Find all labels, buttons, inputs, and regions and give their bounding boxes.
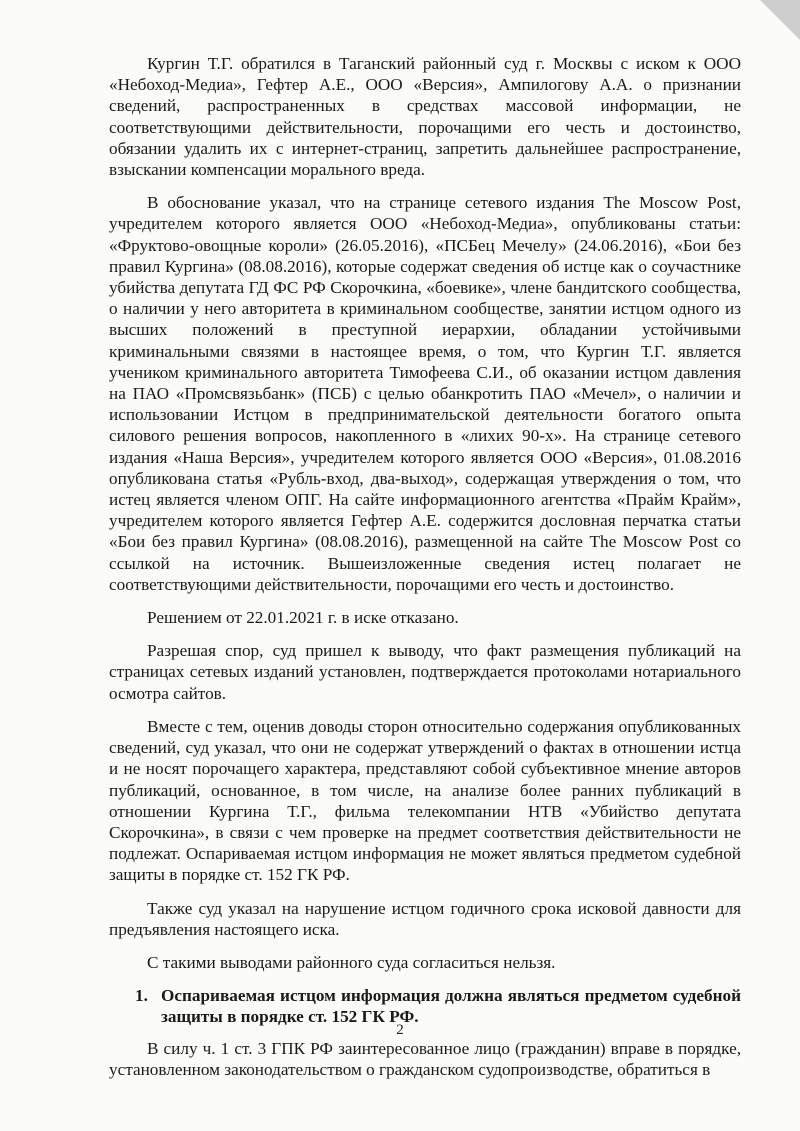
paragraph-claim: Кургин Т.Г. обратился в Таганский районный суд г. Москвы с иском к ООО «Небоход-Медиа», Гефтер А.Е., ООО «Версия», Ампилогову А.А. о признании сведений, распространенных в средствах массовой информации, не соответствующими действительности, порочащими его честь и достоинство, обязании удалить их с интернет-страниц, запретить дальнейшее распространение, взыскании компенсации морального вреда. <box>109 54 741 180</box>
paragraph-limitation: Также суд указал на нарушение истцом годичного срока исковой давности для предъявления настоящего иска. <box>109 898 741 939</box>
paragraph-court-conclusion: Разрешая спор, суд пришел к выводу, что факт размещения публикаций на страницах сетевых изданий установлен, подтверждается протоколами нотариального осмотра сайтов. <box>109 641 741 703</box>
paragraph-court-assessment: Вместе с тем, оценив доводы сторон относительно содержания опубликованных сведений, суд указал, что они не содержат утверждений о фактах в отношении истца и не носят порочащего характера, представляют собой субъективное мнение авторов публикаций, основанное, в том числе, на анализе более ранних публикаций в отношении Кургина Т.Г., фильма телекомпании НТВ «Убийство депутата Скорочкина», в связи с чем проверке на предмет соответствия действительности не подлежат. Оспариваемая истцом информация не может являться предметом судебной защиты в порядке ст. 152 ГК РФ. <box>109 716 741 885</box>
paragraph-grounds: В обоснование указал, что на странице сетевого издания The Moscow Post, учредителем которого является ООО «Небоход-Медиа», опубликованы статьи: «Фруктово-овощные короли» (26.05.2016), «ПСБец Мечелу» (24.06.2016), «Бои без правил Кургина» (08.08.2016), которые содержат сведения об истце как о соучастнике убийства депутата ГД ФС РФ Скорочкина, «боевике», члене бандитского сообщества, о наличии у него авторитета в криминальном сообществе, занятии истцом одного из высших положений в преступной иерархии, обладании устойчивыми криминальными связями в настоящее время, о том, что Кургин Т.Г. является учеником криминального авторитета Тимофеева С.И., об оказании истцом давления на ПАО «Промсвязьбанк» (ПСБ) с целью обанкротить ПАО «Мечел», о наличии и использовании Истцом в предпринимательской деятельности богатого опыта силового решения вопросов, накопленного в «лихих 90-х». На странице сетевого издания «Наша Версия», учредителем которого является ООО «Версия», 01.08.2016 опубликована статья «Рубль-вход, два-выход», содержащая утверждения о том, что истец является членом ОПГ. На сайте информационного агентства «Прайм Крайм», учредителем которого является Гефтер А.Е. содержится дословная перчатка статьи «Бои без правил Кургина» (08.08.2016), размещенной на сайте The Moscow Post со ссылкой на источник. Вышеизложенные сведения истец полагает не соответствующими действительности, порочащими его честь и достоинство. <box>109 193 741 594</box>
paragraph-legal-basis: В силу ч. 1 ст. 3 ГПК РФ заинтересованное лицо (гражданин) вправе в порядке, установленном законодательством о гражданском судопроизводстве, обратиться в <box>109 1038 741 1079</box>
paragraph-decision: Решением от 22.01.2021 г. в иске отказано. <box>147 608 459 628</box>
page-number: 2 <box>396 1022 404 1038</box>
section-heading-text: Оспариваемая истцом информация должна являться предметом судебной защиты в порядке ст. 152 ГК РФ. <box>161 986 741 1027</box>
paragraph-disagreement: С такими выводами районного суда согласиться нельзя. <box>147 952 556 972</box>
document-body <box>109 53 741 1092</box>
page-corner-fold <box>760 0 800 40</box>
section-heading-number: 1. <box>135 986 148 1006</box>
